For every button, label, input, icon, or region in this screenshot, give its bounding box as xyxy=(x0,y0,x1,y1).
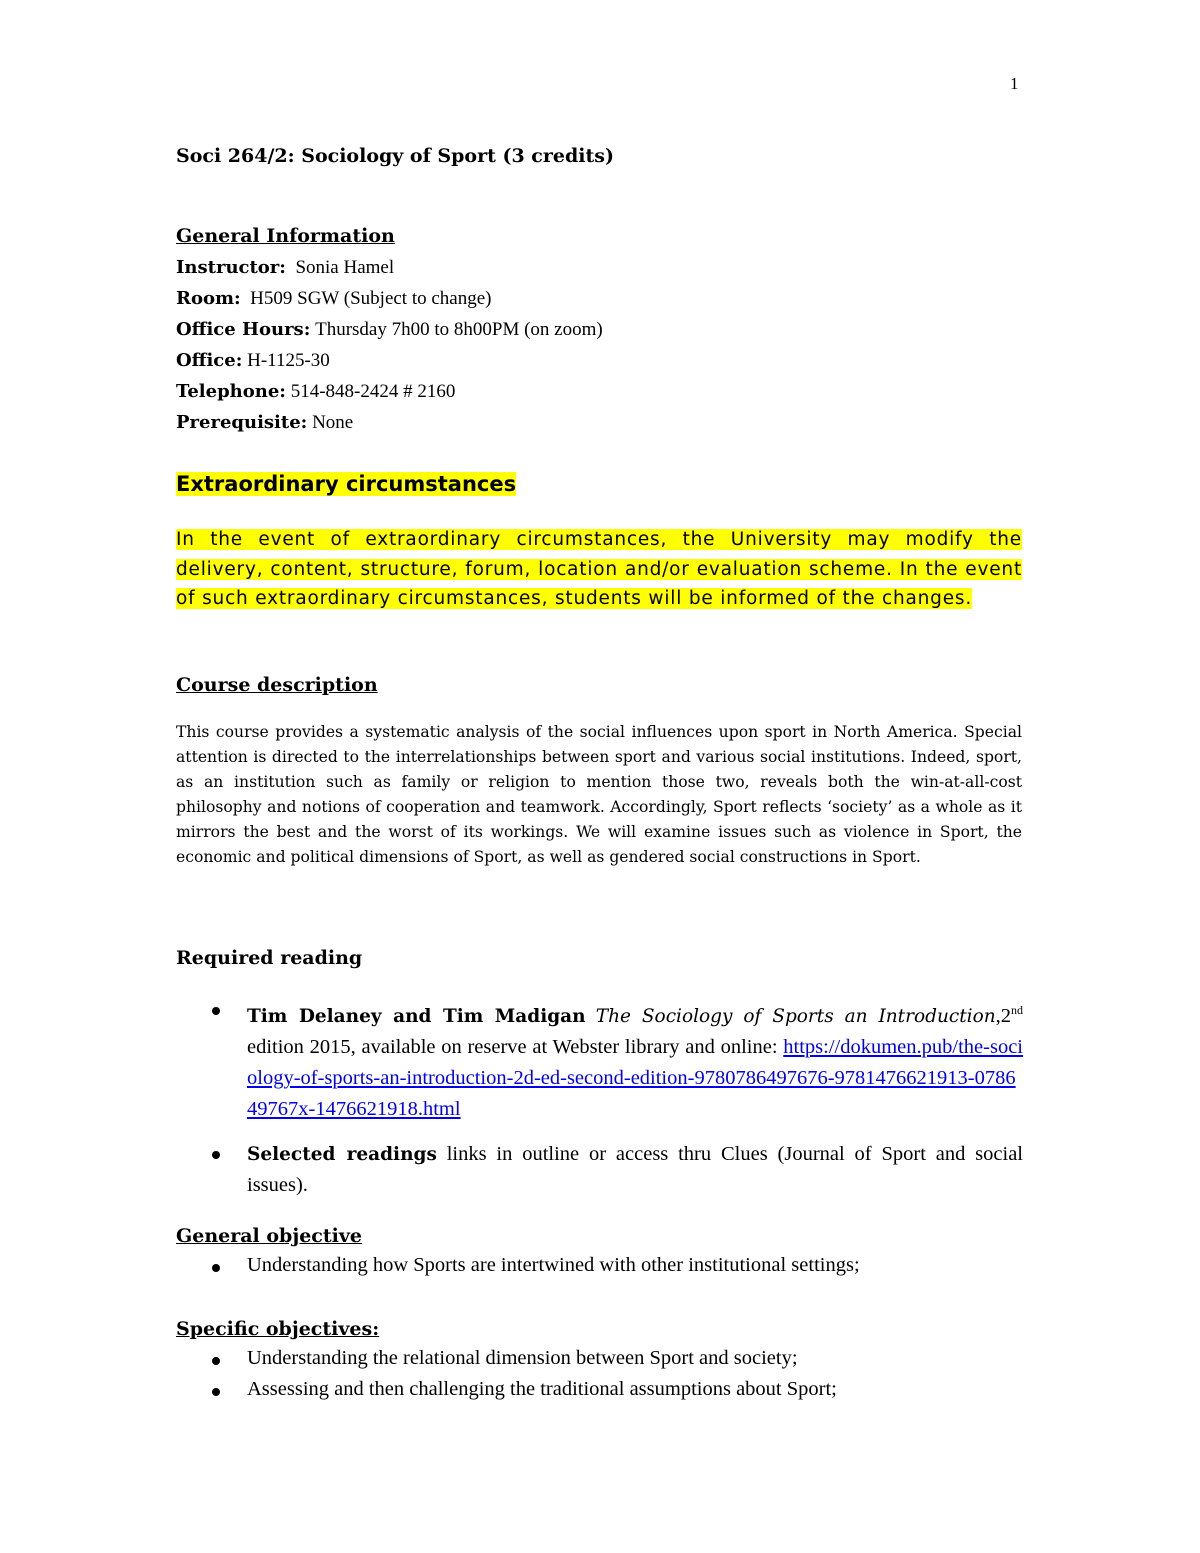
general-objective-heading: General objective xyxy=(176,1225,362,1247)
info-value: Thursday 7h00 to 8h00PM (on zoom) xyxy=(315,319,603,340)
info-label: Instructor: xyxy=(176,257,286,278)
course-title: Soci 264/2: Sociology of Sport (3 credits) xyxy=(176,145,614,167)
book-edition-suffix: nd xyxy=(1011,1003,1023,1017)
book-availability: edition 2015, available on reserve at Webster library and online: xyxy=(247,1035,778,1058)
info-office xyxy=(176,350,330,372)
info-office-hours xyxy=(176,319,603,341)
info-label: Office Hours: xyxy=(176,319,311,340)
info-room xyxy=(176,288,492,310)
highlighted-paragraph-text: In the event of extraordinary circumstances, the University may modify the delivery, content, structure, forum, location and/or evaluation scheme. In the event of such extraordinary circumstances, students will be informed of the changes. xyxy=(176,529,1022,609)
bullet-icon xyxy=(212,1264,220,1272)
info-instructor xyxy=(176,257,394,279)
bullet-icon xyxy=(212,1388,220,1396)
selected-readings-label: Selected readings xyxy=(247,1144,437,1165)
highlighted-heading-text: Extraordinary circumstances xyxy=(176,472,517,496)
page-number: 1 xyxy=(1010,74,1019,93)
info-value: H-1125-30 xyxy=(247,350,330,371)
info-label: Telephone: xyxy=(176,381,286,402)
info-value: Sonia Hamel xyxy=(295,257,395,278)
book-link[interactable]: https://dokumen.pub/the-sociology-of-sports-an-introduction-2d-ed-second-edition-9780786497676-9781476621913-078649767x-1476621918.html xyxy=(247,1035,1023,1120)
general-objective-item: Understanding how Sports are intertwined with other institutional settings; xyxy=(247,1254,860,1276)
info-prerequisite xyxy=(176,412,353,434)
bullet-icon xyxy=(212,1007,220,1015)
selected-readings-item xyxy=(247,1139,1023,1201)
specific-objective-item: Assessing and then challenging the traditional assumptions about Sport; xyxy=(247,1378,837,1400)
book-edition-number: ,2 xyxy=(995,1004,1011,1027)
info-label: Prerequisite: xyxy=(176,412,308,433)
specific-objective-item: Understanding the relational dimension between Sport and society; xyxy=(247,1347,798,1369)
info-label: Room: xyxy=(176,288,241,309)
extraordinary-heading xyxy=(176,472,516,496)
course-description-text: This course provides a systematic analysis of the social influences upon sport in North America. Special attention is directed to the interrelationships between sport and various social institutions. Indeed, sport, as an institution such as family or religion to mention those two, reveals both the win-at-all-cost philosophy and notions of cooperation and teamwork. Accordingly, Sport reflects ‘society’ as a whole as it mirrors the best and the worst of its workings. We will examine issues such as violence in Sport, the economic and political dimensions of Sport, as well as gendered social constructions in Sport. xyxy=(176,723,1022,866)
book-title: The Sociology of Sports an Introduction xyxy=(595,1005,996,1027)
info-label: Office: xyxy=(176,350,243,371)
bullet-icon xyxy=(212,1151,220,1159)
course-description-heading: Course description xyxy=(176,674,378,696)
general-info-heading: General Information xyxy=(176,225,395,247)
book-authors: Tim Delaney and Tim Madigan xyxy=(247,1005,586,1027)
info-value: H509 SGW (Subject to change) xyxy=(250,288,492,309)
bullet-icon xyxy=(212,1357,220,1365)
required-reading-heading: Required reading xyxy=(176,947,363,969)
info-telephone xyxy=(176,381,455,403)
info-value: 514-848-2424 # 2160 xyxy=(290,381,456,402)
info-value: None xyxy=(312,412,354,433)
extraordinary-paragraph xyxy=(176,525,1022,614)
selected-readings-text: links in outline or access thru Clues (Journal of Sport and social issues). xyxy=(247,1143,1023,1196)
required-book-item xyxy=(247,995,1023,1125)
specific-objectives-heading: Specific objectives: xyxy=(176,1318,380,1340)
